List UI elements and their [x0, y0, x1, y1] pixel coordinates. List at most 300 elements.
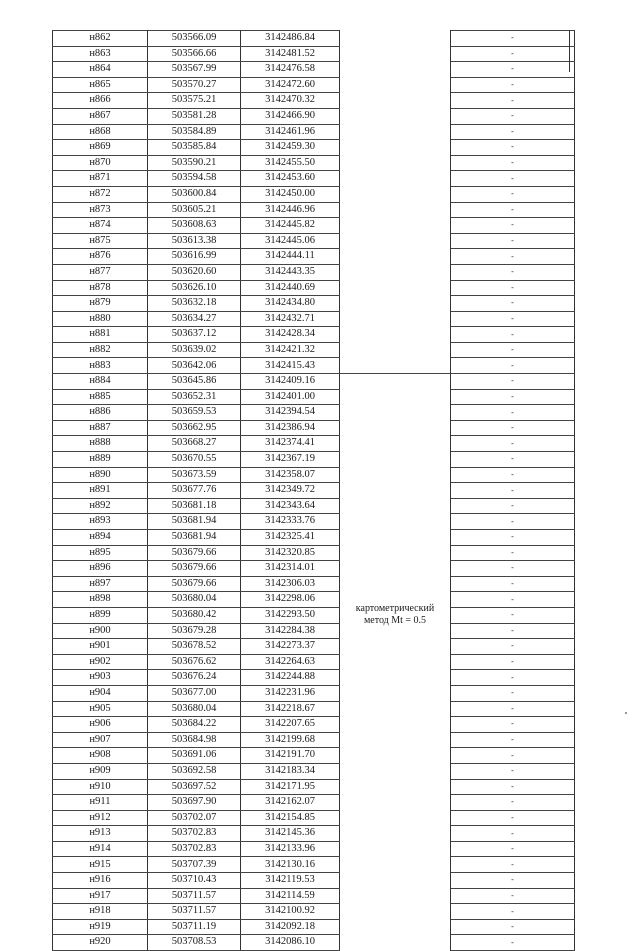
point-id-cell: н886	[53, 405, 148, 421]
method-cell	[340, 514, 451, 530]
table-row	[53, 748, 575, 764]
table-row	[53, 77, 575, 93]
table-row	[53, 888, 575, 904]
coordinates-table-body	[53, 31, 575, 951]
x-coordinate-cell: 503662.95	[148, 420, 241, 436]
x-coordinate-cell: 503575.21	[148, 93, 241, 109]
y-coordinate-cell: 3142343.64	[241, 498, 340, 514]
point-id-cell: н879	[53, 296, 148, 312]
point-id-cell: н916	[53, 873, 148, 889]
y-coordinate-cell: 3142114.59	[241, 888, 340, 904]
y-coordinate-cell: 3142273.37	[241, 639, 340, 655]
table-row	[53, 841, 575, 857]
point-id-cell: н905	[53, 701, 148, 717]
dash-cell: -	[451, 530, 575, 546]
method-cell	[340, 249, 451, 265]
coordinates-table	[52, 30, 575, 951]
y-coordinate-cell: 3142231.96	[241, 685, 340, 701]
method-cell	[340, 155, 451, 171]
x-coordinate-cell: 503680.04	[148, 592, 241, 608]
method-cell	[340, 93, 451, 109]
x-coordinate-cell: 503711.57	[148, 888, 241, 904]
x-coordinate-cell: 503702.83	[148, 826, 241, 842]
y-coordinate-cell: 3142446.96	[241, 202, 340, 218]
point-id-cell: н862	[53, 31, 148, 47]
point-id-cell: н910	[53, 779, 148, 795]
dash-cell: -	[451, 857, 575, 873]
dash-cell: -	[451, 888, 575, 904]
method-cell	[340, 810, 451, 826]
dash-cell: -	[451, 358, 575, 374]
point-id-cell: н884	[53, 374, 148, 390]
x-coordinate-cell: 503676.62	[148, 654, 241, 670]
table-row	[53, 249, 575, 265]
dash-cell: -	[451, 873, 575, 889]
dash-cell: -	[451, 93, 575, 109]
point-id-cell: н887	[53, 420, 148, 436]
method-cell	[340, 342, 451, 358]
table-row	[53, 374, 575, 390]
x-coordinate-cell: 503684.22	[148, 717, 241, 733]
dash-cell: -	[451, 342, 575, 358]
x-coordinate-cell: 503679.28	[148, 623, 241, 639]
y-coordinate-cell: 3142434.80	[241, 296, 340, 312]
dash-cell: -	[451, 420, 575, 436]
table-row	[53, 342, 575, 358]
y-coordinate-cell: 3142432.71	[241, 311, 340, 327]
y-coordinate-cell: 3142191.70	[241, 748, 340, 764]
dash-cell: -	[451, 249, 575, 265]
table-row	[53, 140, 575, 156]
dash-cell: -	[451, 717, 575, 733]
point-id-cell: н914	[53, 841, 148, 857]
table-row	[53, 327, 575, 343]
y-coordinate-cell: 3142486.84	[241, 31, 340, 47]
dash-cell: -	[451, 732, 575, 748]
point-id-cell: н889	[53, 452, 148, 468]
dash-cell: -	[451, 389, 575, 405]
y-coordinate-cell: 3142314.01	[241, 561, 340, 577]
table-row	[53, 779, 575, 795]
y-coordinate-cell: 3142349.72	[241, 483, 340, 499]
method-cell	[340, 639, 451, 655]
dash-cell: -	[451, 186, 575, 202]
table-row	[53, 576, 575, 592]
table-row	[53, 202, 575, 218]
x-coordinate-cell: 503626.10	[148, 280, 241, 296]
y-coordinate-cell: 3142244.88	[241, 670, 340, 686]
y-coordinate-cell: 3142421.32	[241, 342, 340, 358]
dash-cell: -	[451, 561, 575, 577]
y-coordinate-cell: 3142367.19	[241, 452, 340, 468]
method-cell	[340, 171, 451, 187]
point-id-cell: н897	[53, 576, 148, 592]
y-coordinate-cell: 3142086.10	[241, 935, 340, 951]
method-cell	[340, 202, 451, 218]
dash-cell: -	[451, 795, 575, 811]
method-cell	[340, 405, 451, 421]
table-row	[53, 233, 575, 249]
dash-cell: -	[451, 124, 575, 140]
y-coordinate-cell: 3142453.60	[241, 171, 340, 187]
method-cell	[340, 264, 451, 280]
y-coordinate-cell: 3142154.85	[241, 810, 340, 826]
x-coordinate-cell: 503613.38	[148, 233, 241, 249]
y-coordinate-cell: 3142461.96	[241, 124, 340, 140]
point-id-cell: н894	[53, 530, 148, 546]
y-coordinate-cell: 3142450.00	[241, 186, 340, 202]
dash-cell: -	[451, 639, 575, 655]
table-row	[53, 732, 575, 748]
table-row	[53, 670, 575, 686]
x-coordinate-cell: 503677.76	[148, 483, 241, 499]
table-row	[53, 436, 575, 452]
y-coordinate-cell: 3142470.32	[241, 93, 340, 109]
table-row	[53, 358, 575, 374]
point-id-cell: н896	[53, 561, 148, 577]
method-cell	[340, 841, 451, 857]
y-coordinate-cell: 3142374.41	[241, 436, 340, 452]
table-row	[53, 296, 575, 312]
x-coordinate-cell: 503711.19	[148, 919, 241, 935]
table-row	[53, 545, 575, 561]
x-coordinate-cell: 503567.99	[148, 62, 241, 78]
y-coordinate-cell: 3142293.50	[241, 607, 340, 623]
method-cell	[340, 358, 451, 374]
dash-cell: -	[451, 670, 575, 686]
method-cell	[340, 779, 451, 795]
method-cell	[340, 327, 451, 343]
x-coordinate-cell: 503702.07	[148, 810, 241, 826]
point-id-cell: н903	[53, 670, 148, 686]
x-coordinate-cell: 503605.21	[148, 202, 241, 218]
scan-edge-line	[569, 30, 570, 72]
dash-cell: -	[451, 841, 575, 857]
method-cell	[340, 732, 451, 748]
x-coordinate-cell: 503679.66	[148, 545, 241, 561]
x-coordinate-cell: 503642.06	[148, 358, 241, 374]
x-coordinate-cell: 503600.84	[148, 186, 241, 202]
point-id-cell: н892	[53, 498, 148, 514]
method-cell	[340, 31, 451, 47]
method-cell	[340, 685, 451, 701]
x-coordinate-cell: 503673.59	[148, 467, 241, 483]
x-coordinate-cell: 503570.27	[148, 77, 241, 93]
method-cell	[340, 919, 451, 935]
x-coordinate-cell: 503566.09	[148, 31, 241, 47]
point-id-cell: н918	[53, 904, 148, 920]
x-coordinate-cell: 503616.99	[148, 249, 241, 265]
dash-cell: -	[451, 311, 575, 327]
x-coordinate-cell: 503668.27	[148, 436, 241, 452]
table-row	[53, 498, 575, 514]
table-row	[53, 873, 575, 889]
point-id-cell: н872	[53, 186, 148, 202]
y-coordinate-cell: 3142171.95	[241, 779, 340, 795]
table-row	[53, 919, 575, 935]
point-id-cell: н883	[53, 358, 148, 374]
x-coordinate-cell: 503584.89	[148, 124, 241, 140]
dash-cell: -	[451, 514, 575, 530]
method-cell	[340, 467, 451, 483]
y-coordinate-cell: 3142207.65	[241, 717, 340, 733]
table-row	[53, 592, 575, 608]
point-id-cell: н882	[53, 342, 148, 358]
point-id-cell: н873	[53, 202, 148, 218]
y-coordinate-cell: 3142130.16	[241, 857, 340, 873]
point-id-cell: н917	[53, 888, 148, 904]
dash-cell: -	[451, 592, 575, 608]
table-row	[53, 639, 575, 655]
table-row	[53, 420, 575, 436]
method-cell	[340, 717, 451, 733]
dash-cell: -	[451, 748, 575, 764]
y-coordinate-cell: 3142092.18	[241, 919, 340, 935]
dash-cell: -	[451, 264, 575, 280]
dash-cell: -	[451, 62, 575, 78]
point-id-cell: н898	[53, 592, 148, 608]
y-coordinate-cell: 3142444.11	[241, 249, 340, 265]
x-coordinate-cell: 503637.12	[148, 327, 241, 343]
dash-cell: -	[451, 483, 575, 499]
method-cell	[340, 904, 451, 920]
table-row	[53, 935, 575, 951]
table-row	[53, 93, 575, 109]
method-cell	[340, 498, 451, 514]
method-cell	[340, 545, 451, 561]
point-id-cell: н890	[53, 467, 148, 483]
point-id-cell: н874	[53, 218, 148, 234]
dash-cell: -	[451, 280, 575, 296]
table-row	[53, 218, 575, 234]
dash-cell: -	[451, 607, 575, 623]
y-coordinate-cell: 3142100.92	[241, 904, 340, 920]
method-cell	[340, 530, 451, 546]
y-coordinate-cell: 3142401.00	[241, 389, 340, 405]
method-cell	[340, 62, 451, 78]
x-coordinate-cell: 503680.42	[148, 607, 241, 623]
x-coordinate-cell: 503702.83	[148, 841, 241, 857]
x-coordinate-cell: 503679.66	[148, 561, 241, 577]
method-cell	[340, 311, 451, 327]
x-coordinate-cell: 503681.94	[148, 514, 241, 530]
point-id-cell: н868	[53, 124, 148, 140]
point-id-cell: н869	[53, 140, 148, 156]
y-coordinate-cell: 3142325.41	[241, 530, 340, 546]
point-id-cell: н891	[53, 483, 148, 499]
point-id-cell: н909	[53, 763, 148, 779]
method-cell	[340, 46, 451, 62]
table-row	[53, 467, 575, 483]
y-coordinate-cell: 3142428.34	[241, 327, 340, 343]
method-cell	[340, 483, 451, 499]
method-cell	[340, 108, 451, 124]
y-coordinate-cell: 3142445.06	[241, 233, 340, 249]
x-coordinate-cell: 503697.90	[148, 795, 241, 811]
table-row	[53, 514, 575, 530]
y-coordinate-cell: 3142284.38	[241, 623, 340, 639]
x-coordinate-cell: 503710.43	[148, 873, 241, 889]
point-id-cell: н901	[53, 639, 148, 655]
x-coordinate-cell: 503645.86	[148, 374, 241, 390]
point-id-cell: н885	[53, 389, 148, 405]
table-row	[53, 452, 575, 468]
point-id-cell: н902	[53, 654, 148, 670]
x-coordinate-cell: 503594.58	[148, 171, 241, 187]
dash-cell: -	[451, 623, 575, 639]
dash-cell: -	[451, 77, 575, 93]
dash-cell: -	[451, 935, 575, 951]
table-row	[53, 904, 575, 920]
point-id-cell: н907	[53, 732, 148, 748]
x-coordinate-cell: 503670.55	[148, 452, 241, 468]
table-row	[53, 654, 575, 670]
table-row	[53, 857, 575, 873]
table-row	[53, 826, 575, 842]
x-coordinate-cell: 503708.53	[148, 935, 241, 951]
y-coordinate-cell: 3142162.07	[241, 795, 340, 811]
dash-cell: -	[451, 436, 575, 452]
dash-cell: -	[451, 374, 575, 390]
table-row	[53, 280, 575, 296]
dash-cell: -	[451, 31, 575, 47]
y-coordinate-cell: 3142481.52	[241, 46, 340, 62]
method-cell	[340, 436, 451, 452]
method-note	[340, 603, 450, 627]
x-coordinate-cell: 503697.52	[148, 779, 241, 795]
method-cell	[340, 420, 451, 436]
table-row	[53, 561, 575, 577]
method-cell	[340, 140, 451, 156]
table-row	[53, 124, 575, 140]
point-id-cell: н915	[53, 857, 148, 873]
method-cell	[340, 654, 451, 670]
dash-cell: -	[451, 826, 575, 842]
table-row	[53, 623, 575, 639]
point-id-cell: н863	[53, 46, 148, 62]
point-id-cell: н864	[53, 62, 148, 78]
y-coordinate-cell: 3142409.16	[241, 374, 340, 390]
y-coordinate-cell: 3142455.50	[241, 155, 340, 171]
dash-cell: -	[451, 155, 575, 171]
x-coordinate-cell: 503590.21	[148, 155, 241, 171]
dash-cell: -	[451, 467, 575, 483]
method-cell	[340, 296, 451, 312]
method-note-line-1: картометрический	[355, 603, 435, 614]
point-id-cell: н877	[53, 264, 148, 280]
table-row	[53, 46, 575, 62]
x-coordinate-cell: 503581.28	[148, 108, 241, 124]
dash-cell: -	[451, 140, 575, 156]
y-coordinate-cell: 3142306.03	[241, 576, 340, 592]
method-cell	[340, 186, 451, 202]
x-coordinate-cell: 503692.58	[148, 763, 241, 779]
method-cell	[340, 701, 451, 717]
point-id-cell: н899	[53, 607, 148, 623]
method-cell	[340, 873, 451, 889]
y-coordinate-cell: 3142145.36	[241, 826, 340, 842]
x-coordinate-cell: 503681.18	[148, 498, 241, 514]
point-id-cell: н908	[53, 748, 148, 764]
point-id-cell: н912	[53, 810, 148, 826]
dash-cell: -	[451, 498, 575, 514]
x-coordinate-cell: 503632.18	[148, 296, 241, 312]
dash-cell: -	[451, 810, 575, 826]
x-coordinate-cell: 503707.39	[148, 857, 241, 873]
method-cell	[340, 888, 451, 904]
y-coordinate-cell: 3142298.06	[241, 592, 340, 608]
table-row	[53, 607, 575, 623]
y-coordinate-cell: 3142459.30	[241, 140, 340, 156]
dash-cell: -	[451, 779, 575, 795]
y-coordinate-cell: 3142183.34	[241, 763, 340, 779]
point-id-cell: н913	[53, 826, 148, 842]
method-cell	[340, 670, 451, 686]
method-cell	[340, 748, 451, 764]
dash-cell: -	[451, 654, 575, 670]
method-cell	[340, 576, 451, 592]
x-coordinate-cell: 503659.53	[148, 405, 241, 421]
y-coordinate-cell: 3142394.54	[241, 405, 340, 421]
point-id-cell: н876	[53, 249, 148, 265]
point-id-cell: н866	[53, 93, 148, 109]
x-coordinate-cell: 503620.60	[148, 264, 241, 280]
dash-cell: -	[451, 171, 575, 187]
y-coordinate-cell: 3142386.94	[241, 420, 340, 436]
scan-speck	[625, 712, 627, 714]
x-coordinate-cell: 503639.02	[148, 342, 241, 358]
point-id-cell: н867	[53, 108, 148, 124]
y-coordinate-cell: 3142415.43	[241, 358, 340, 374]
point-id-cell: н865	[53, 77, 148, 93]
dash-cell: -	[451, 218, 575, 234]
point-id-cell: н881	[53, 327, 148, 343]
method-cell	[340, 826, 451, 842]
dash-cell: -	[451, 327, 575, 343]
x-coordinate-cell: 503634.27	[148, 311, 241, 327]
dash-cell: -	[451, 46, 575, 62]
y-coordinate-cell: 3142466.90	[241, 108, 340, 124]
method-cell	[340, 389, 451, 405]
table-row	[53, 389, 575, 405]
point-id-cell: н888	[53, 436, 148, 452]
table-row	[53, 171, 575, 187]
point-id-cell: н904	[53, 685, 148, 701]
method-cell	[340, 935, 451, 951]
method-cell	[340, 561, 451, 577]
y-coordinate-cell: 3142476.58	[241, 62, 340, 78]
dash-cell: -	[451, 202, 575, 218]
y-coordinate-cell: 3142218.67	[241, 701, 340, 717]
table-row	[53, 62, 575, 78]
method-cell	[340, 280, 451, 296]
x-coordinate-cell: 503678.52	[148, 639, 241, 655]
table-row	[53, 108, 575, 124]
method-cell	[340, 218, 451, 234]
dash-cell: -	[451, 452, 575, 468]
point-id-cell: н870	[53, 155, 148, 171]
point-id-cell: н906	[53, 717, 148, 733]
table-row	[53, 483, 575, 499]
x-coordinate-cell: 503691.06	[148, 748, 241, 764]
table-row	[53, 701, 575, 717]
table-row	[53, 264, 575, 280]
method-cell	[340, 857, 451, 873]
method-cell	[340, 795, 451, 811]
table-row	[53, 31, 575, 47]
point-id-cell: н871	[53, 171, 148, 187]
x-coordinate-cell: 503684.98	[148, 732, 241, 748]
